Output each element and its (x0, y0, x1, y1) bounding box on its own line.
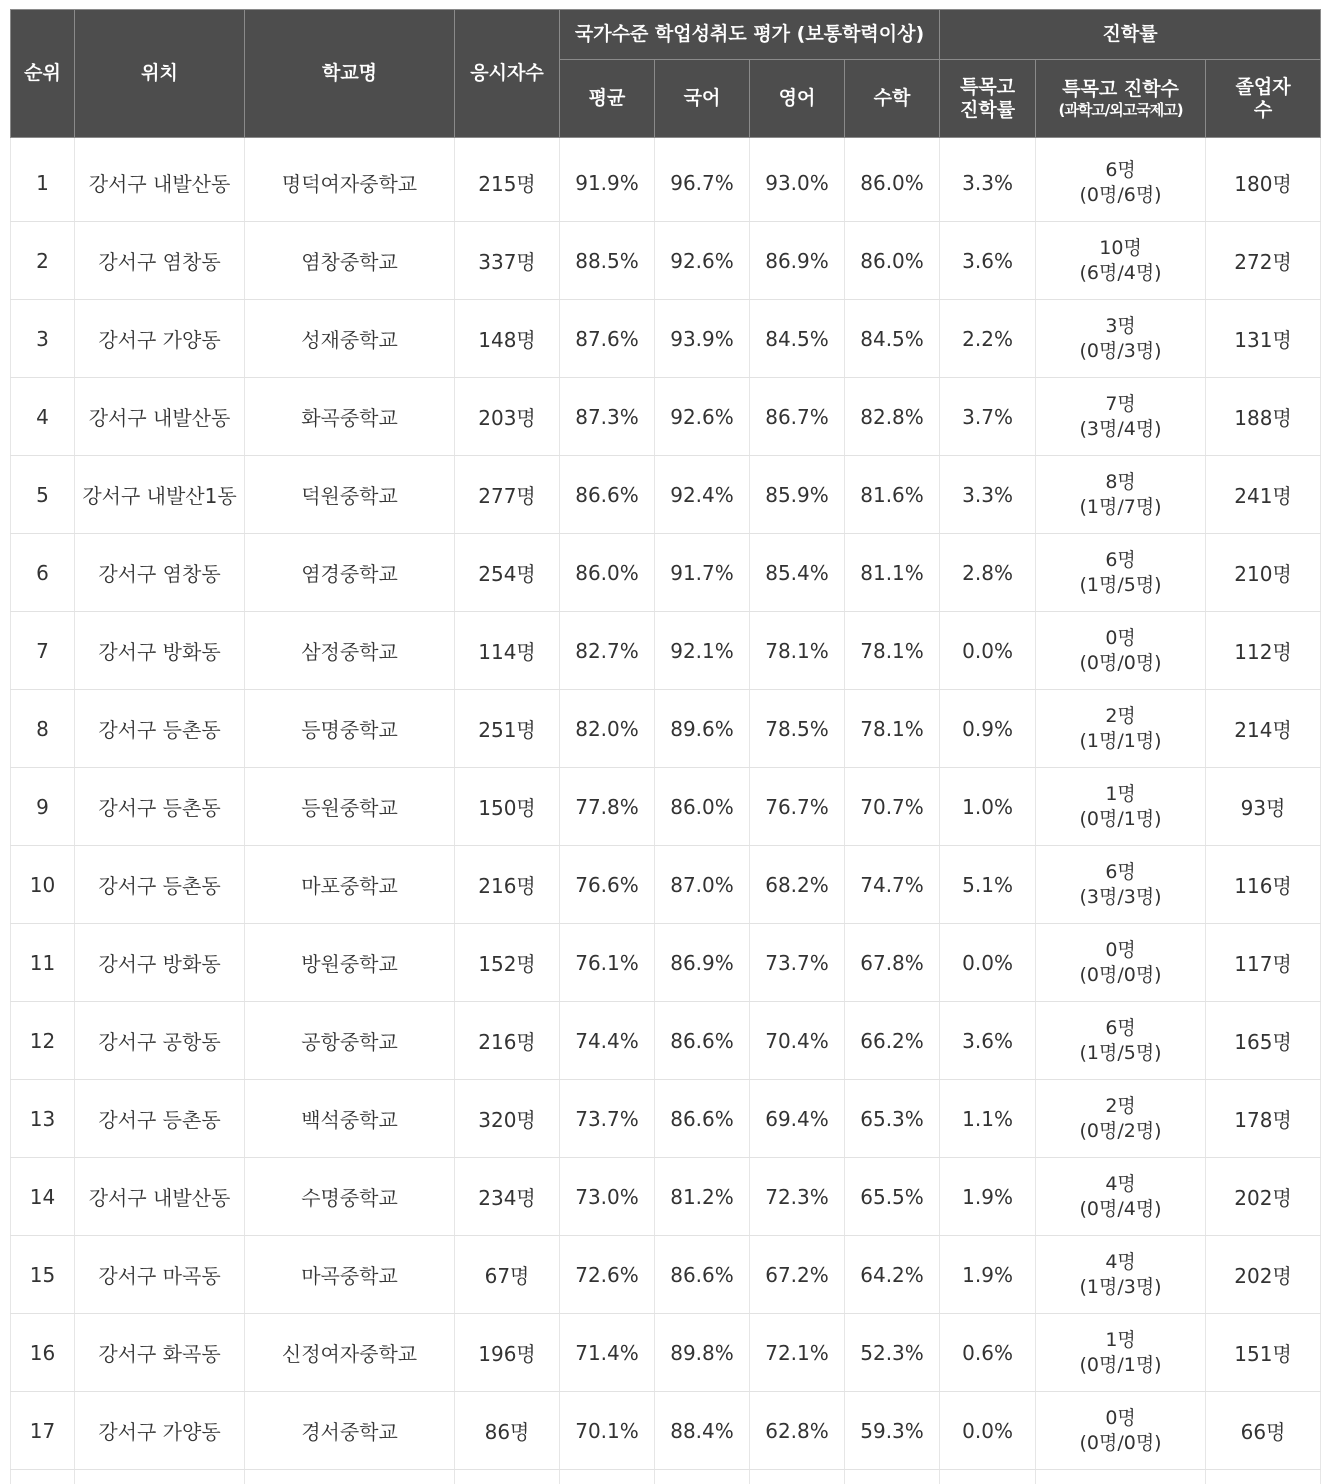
special-count-split: (1명/5명) (1036, 1041, 1205, 1066)
header-special-count (1036, 60, 1206, 138)
cell-special-count (1036, 1002, 1206, 1080)
cell-rank: 2 (11, 222, 75, 300)
cell-english: 86.7% (750, 378, 845, 456)
header-rank: 순위 (11, 10, 75, 138)
cell-graduates: 178명 (1206, 1080, 1321, 1158)
cell-school: 수명중학교 (245, 1158, 455, 1236)
cell-korean: 92.6% (655, 378, 750, 456)
cell-location: 강서구 등촌동 (75, 846, 245, 924)
header-special-rate-line1: 특목고 (960, 76, 1015, 98)
cell-rank: 5 (11, 456, 75, 534)
cell-rank: 1 (11, 144, 75, 222)
cell-english: 73.7% (750, 924, 845, 1002)
cell-rank: 4 (11, 378, 75, 456)
cell-special-rate: 0.0% (940, 924, 1036, 1002)
cell-english: 85.4% (750, 534, 845, 612)
header-assessment-group: 국가수준 학업성취도 평가 (보통학력이상) (560, 10, 940, 60)
cell-korean: 87.0% (655, 846, 750, 924)
cell-school: 화곡중학교 (245, 378, 455, 456)
cell-special-count (1036, 924, 1206, 1002)
empty-cell (750, 1470, 845, 1484)
cell-korean: 86.6% (655, 1002, 750, 1080)
cell-rank: 13 (11, 1080, 75, 1158)
table-row (11, 924, 1321, 1002)
cell-school: 공항중학교 (245, 1002, 455, 1080)
cell-location: 강서구 내발산동 (75, 1158, 245, 1236)
table-row (11, 300, 1321, 378)
cell-location: 강서구 내발산1동 (75, 456, 245, 534)
special-count-split: (6명/4명) (1036, 261, 1205, 286)
cell-average: 87.6% (560, 300, 655, 378)
cell-school: 염경중학교 (245, 534, 455, 612)
cell-test-takers: 251명 (455, 690, 560, 768)
cell-english: 72.3% (750, 1158, 845, 1236)
cell-school: 신정여자중학교 (245, 1314, 455, 1392)
table-row (11, 144, 1321, 222)
special-count-total: 2명 (1036, 1094, 1205, 1119)
cell-graduates: 165명 (1206, 1002, 1321, 1080)
cell-average: 91.9% (560, 144, 655, 222)
cell-special-count (1036, 456, 1206, 534)
special-count-split: (1명/5명) (1036, 573, 1205, 598)
cell-rank: 10 (11, 846, 75, 924)
header-korean: 국어 (655, 60, 750, 138)
cell-korean: 88.4% (655, 1392, 750, 1470)
cell-graduates: 112명 (1206, 612, 1321, 690)
special-count-split: (0명/2명) (1036, 1119, 1205, 1144)
special-count-total: 2명 (1036, 704, 1205, 729)
cell-math: 65.5% (845, 1158, 940, 1236)
table-row (11, 456, 1321, 534)
cell-special-count (1036, 612, 1206, 690)
cell-special-rate: 0.0% (940, 612, 1036, 690)
cell-school: 마포중학교 (245, 846, 455, 924)
empty-cell (1036, 1470, 1206, 1484)
cell-math: 67.8% (845, 924, 940, 1002)
special-count-total: 6명 (1036, 860, 1205, 885)
cell-special-rate: 1.9% (940, 1236, 1036, 1314)
cell-special-count (1036, 1236, 1206, 1314)
cell-special-rate: 3.6% (940, 1002, 1036, 1080)
cell-graduates: 151명 (1206, 1314, 1321, 1392)
cell-rank: 11 (11, 924, 75, 1002)
cell-average: 73.7% (560, 1080, 655, 1158)
cell-special-count (1036, 1080, 1206, 1158)
special-count-total: 6명 (1036, 1016, 1205, 1041)
cell-special-rate: 0.6% (940, 1314, 1036, 1392)
cell-special-count (1036, 1158, 1206, 1236)
cell-rank: 9 (11, 768, 75, 846)
cell-location: 강서구 마곡동 (75, 1236, 245, 1314)
header-graduates-line1: 졸업자 (1236, 76, 1291, 98)
cell-test-takers: 215명 (455, 144, 560, 222)
special-count-split: (0명/4명) (1036, 1197, 1205, 1222)
special-count-total: 0명 (1036, 938, 1205, 963)
cell-graduates: 241명 (1206, 456, 1321, 534)
empty-cell (75, 1470, 245, 1484)
cell-location: 강서구 등촌동 (75, 690, 245, 768)
cell-school: 등명중학교 (245, 690, 455, 768)
cell-location: 강서구 공항동 (75, 1002, 245, 1080)
cell-english: 76.7% (750, 768, 845, 846)
cell-average: 82.0% (560, 690, 655, 768)
table-row (11, 612, 1321, 690)
cell-graduates: 210명 (1206, 534, 1321, 612)
cell-english: 84.5% (750, 300, 845, 378)
cell-location: 강서구 등촌동 (75, 768, 245, 846)
empty-cell (845, 1470, 940, 1484)
cell-school: 백석중학교 (245, 1080, 455, 1158)
special-count-total: 1명 (1036, 782, 1205, 807)
cell-test-takers: 86명 (455, 1392, 560, 1470)
cell-special-count (1036, 222, 1206, 300)
cell-math: 81.1% (845, 534, 940, 612)
special-count-total: 6명 (1036, 548, 1205, 573)
special-count-total: 6명 (1036, 158, 1205, 183)
cell-math: 84.5% (845, 300, 940, 378)
special-count-total: 1명 (1036, 1328, 1205, 1353)
header-special-rate-line2: 진학률 (960, 99, 1015, 121)
empty-cell (245, 1470, 455, 1484)
cell-rank: 16 (11, 1314, 75, 1392)
cell-test-takers: 150명 (455, 768, 560, 846)
cell-rank: 8 (11, 690, 75, 768)
school-ranking-table-container (10, 9, 1320, 1484)
cell-math: 74.7% (845, 846, 940, 924)
cell-location: 강서구 염창동 (75, 534, 245, 612)
cell-school: 마곡중학교 (245, 1236, 455, 1314)
header-graduates (1206, 60, 1321, 138)
special-count-total: 10명 (1036, 236, 1205, 261)
cell-test-takers: 216명 (455, 1002, 560, 1080)
cell-average: 73.0% (560, 1158, 655, 1236)
cell-special-count (1036, 1314, 1206, 1392)
cell-school: 방원중학교 (245, 924, 455, 1002)
cell-graduates: 202명 (1206, 1236, 1321, 1314)
empty-cell (940, 1470, 1036, 1484)
cell-math: 81.6% (845, 456, 940, 534)
table-header (11, 10, 1321, 138)
special-count-split: (0명/3명) (1036, 339, 1205, 364)
cell-test-takers: 196명 (455, 1314, 560, 1392)
cell-special-count (1036, 300, 1206, 378)
special-count-split: (1명/7명) (1036, 495, 1205, 520)
header-average: 평균 (560, 60, 655, 138)
header-school: 학교명 (245, 10, 455, 138)
cell-school: 경서중학교 (245, 1392, 455, 1470)
special-count-split: (0명/6명) (1036, 183, 1205, 208)
cell-location: 강서구 가양동 (75, 1392, 245, 1470)
cell-special-rate: 2.8% (940, 534, 1036, 612)
cell-english: 72.1% (750, 1314, 845, 1392)
cell-rank: 17 (11, 1392, 75, 1470)
header-special-count-note: (과학고/외고국제고) (1036, 101, 1205, 119)
cell-special-count (1036, 144, 1206, 222)
special-count-total: 3명 (1036, 314, 1205, 339)
special-count-split: (1명/1명) (1036, 729, 1205, 754)
table-row (11, 1236, 1321, 1314)
cell-math: 64.2% (845, 1236, 940, 1314)
cell-rank: 14 (11, 1158, 75, 1236)
table-row (11, 1002, 1321, 1080)
special-count-split: (0명/0명) (1036, 651, 1205, 676)
special-count-total: 0명 (1036, 626, 1205, 651)
special-count-split: (1명/3명) (1036, 1275, 1205, 1300)
special-count-split: (0명/0명) (1036, 963, 1205, 988)
cell-special-rate: 0.0% (940, 1392, 1036, 1470)
cell-english: 93.0% (750, 144, 845, 222)
cell-average: 86.0% (560, 534, 655, 612)
cell-math: 70.7% (845, 768, 940, 846)
cell-special-rate: 1.9% (940, 1158, 1036, 1236)
table-row-partial (11, 1470, 1321, 1484)
cell-test-takers: 67명 (455, 1236, 560, 1314)
cell-english: 67.2% (750, 1236, 845, 1314)
cell-test-takers: 203명 (455, 378, 560, 456)
cell-english: 62.8% (750, 1392, 845, 1470)
special-count-split: (3명/3명) (1036, 885, 1205, 910)
header-location: 위치 (75, 10, 245, 138)
cell-special-count (1036, 690, 1206, 768)
cell-average: 76.1% (560, 924, 655, 1002)
header-english: 영어 (750, 60, 845, 138)
cell-graduates: 188명 (1206, 378, 1321, 456)
table-body (11, 138, 1321, 1484)
cell-school: 명덕여자중학교 (245, 144, 455, 222)
cell-average: 72.6% (560, 1236, 655, 1314)
cell-korean: 89.6% (655, 690, 750, 768)
cell-special-rate: 3.7% (940, 378, 1036, 456)
cell-english: 78.1% (750, 612, 845, 690)
special-count-total: 0명 (1036, 1406, 1205, 1431)
cell-school: 성재중학교 (245, 300, 455, 378)
cell-korean: 86.0% (655, 768, 750, 846)
cell-english: 78.5% (750, 690, 845, 768)
cell-graduates: 66명 (1206, 1392, 1321, 1470)
cell-location: 강서구 방화동 (75, 612, 245, 690)
cell-special-rate: 1.0% (940, 768, 1036, 846)
header-graduates-line2: 수 (1254, 99, 1272, 121)
cell-graduates: 202명 (1206, 1158, 1321, 1236)
cell-graduates: 214명 (1206, 690, 1321, 768)
cell-test-takers: 152명 (455, 924, 560, 1002)
cell-korean: 92.6% (655, 222, 750, 300)
header-test-takers: 응시자수 (455, 10, 560, 138)
cell-special-rate: 1.1% (940, 1080, 1036, 1158)
cell-school: 삼정중학교 (245, 612, 455, 690)
cell-test-takers: 277명 (455, 456, 560, 534)
cell-average: 74.4% (560, 1002, 655, 1080)
cell-korean: 86.6% (655, 1236, 750, 1314)
cell-math: 78.1% (845, 612, 940, 690)
table-row (11, 222, 1321, 300)
cell-average: 88.5% (560, 222, 655, 300)
school-ranking-table (10, 9, 1321, 1484)
cell-location: 강서구 내발산동 (75, 378, 245, 456)
cell-school: 덕원중학교 (245, 456, 455, 534)
cell-average: 87.3% (560, 378, 655, 456)
cell-school: 등원중학교 (245, 768, 455, 846)
cell-location: 강서구 방화동 (75, 924, 245, 1002)
cell-test-takers: 114명 (455, 612, 560, 690)
cell-special-rate: 0.9% (940, 690, 1036, 768)
table-row (11, 1392, 1321, 1470)
cell-special-count (1036, 1392, 1206, 1470)
cell-location: 강서구 염창동 (75, 222, 245, 300)
cell-test-takers: 337명 (455, 222, 560, 300)
cell-average: 70.1% (560, 1392, 655, 1470)
table-row (11, 1158, 1321, 1236)
cell-test-takers: 234명 (455, 1158, 560, 1236)
header-advancement-group: 진학률 (940, 10, 1321, 60)
special-count-split: (0명/1명) (1036, 807, 1205, 832)
cell-rank: 12 (11, 1002, 75, 1080)
cell-special-count (1036, 534, 1206, 612)
cell-special-count (1036, 846, 1206, 924)
cell-korean: 86.9% (655, 924, 750, 1002)
cell-korean: 92.4% (655, 456, 750, 534)
cell-korean: 96.7% (655, 144, 750, 222)
cell-location: 강서구 내발산동 (75, 144, 245, 222)
cell-rank: 3 (11, 300, 75, 378)
cell-average: 86.6% (560, 456, 655, 534)
table-row (11, 846, 1321, 924)
cell-math: 78.1% (845, 690, 940, 768)
cell-special-rate: 3.3% (940, 456, 1036, 534)
cell-math: 82.8% (845, 378, 940, 456)
cell-graduates: 116명 (1206, 846, 1321, 924)
cell-english: 68.2% (750, 846, 845, 924)
cell-special-count (1036, 378, 1206, 456)
cell-korean: 91.7% (655, 534, 750, 612)
header-math: 수학 (845, 60, 940, 138)
empty-cell (560, 1470, 655, 1484)
empty-cell (1206, 1470, 1321, 1484)
cell-special-count (1036, 768, 1206, 846)
cell-rank: 15 (11, 1236, 75, 1314)
cell-average: 76.6% (560, 846, 655, 924)
special-count-split: (0명/1명) (1036, 1353, 1205, 1378)
table-row (11, 690, 1321, 768)
cell-location: 강서구 화곡동 (75, 1314, 245, 1392)
cell-math: 59.3% (845, 1392, 940, 1470)
empty-cell (455, 1470, 560, 1484)
cell-test-takers: 216명 (455, 846, 560, 924)
cell-location: 강서구 등촌동 (75, 1080, 245, 1158)
header-special-rate (940, 60, 1036, 138)
cell-location: 강서구 가양동 (75, 300, 245, 378)
cell-korean: 93.9% (655, 300, 750, 378)
cell-english: 86.9% (750, 222, 845, 300)
cell-korean: 81.2% (655, 1158, 750, 1236)
special-count-split: (0명/0명) (1036, 1431, 1205, 1456)
cell-test-takers: 254명 (455, 534, 560, 612)
cell-special-rate: 3.3% (940, 144, 1036, 222)
cell-math: 65.3% (845, 1080, 940, 1158)
cell-graduates: 180명 (1206, 144, 1321, 222)
table-row (11, 378, 1321, 456)
cell-average: 82.7% (560, 612, 655, 690)
header-special-count-label: 특목고 진학수 (1062, 78, 1179, 100)
cell-rank: 6 (11, 534, 75, 612)
special-count-total: 4명 (1036, 1172, 1205, 1197)
empty-cell (11, 1470, 75, 1484)
cell-school: 염창중학교 (245, 222, 455, 300)
cell-math: 86.0% (845, 222, 940, 300)
cell-test-takers: 320명 (455, 1080, 560, 1158)
cell-math: 66.2% (845, 1002, 940, 1080)
cell-graduates: 93명 (1206, 768, 1321, 846)
cell-special-rate: 2.2% (940, 300, 1036, 378)
special-count-split: (3명/4명) (1036, 417, 1205, 442)
cell-special-rate: 5.1% (940, 846, 1036, 924)
cell-math: 86.0% (845, 144, 940, 222)
special-count-total: 4명 (1036, 1250, 1205, 1275)
table-row (11, 768, 1321, 846)
cell-korean: 89.8% (655, 1314, 750, 1392)
cell-korean: 86.6% (655, 1080, 750, 1158)
cell-graduates: 272명 (1206, 222, 1321, 300)
special-count-total: 8명 (1036, 470, 1205, 495)
cell-english: 85.9% (750, 456, 845, 534)
cell-special-rate: 3.6% (940, 222, 1036, 300)
cell-test-takers: 148명 (455, 300, 560, 378)
cell-graduates: 131명 (1206, 300, 1321, 378)
cell-rank: 7 (11, 612, 75, 690)
empty-cell (655, 1470, 750, 1484)
cell-average: 71.4% (560, 1314, 655, 1392)
cell-english: 69.4% (750, 1080, 845, 1158)
table-row (11, 534, 1321, 612)
cell-math: 52.3% (845, 1314, 940, 1392)
cell-average: 77.8% (560, 768, 655, 846)
cell-korean: 92.1% (655, 612, 750, 690)
table-row (11, 1314, 1321, 1392)
table-row (11, 1080, 1321, 1158)
cell-graduates: 117명 (1206, 924, 1321, 1002)
special-count-total: 7명 (1036, 392, 1205, 417)
cell-english: 70.4% (750, 1002, 845, 1080)
